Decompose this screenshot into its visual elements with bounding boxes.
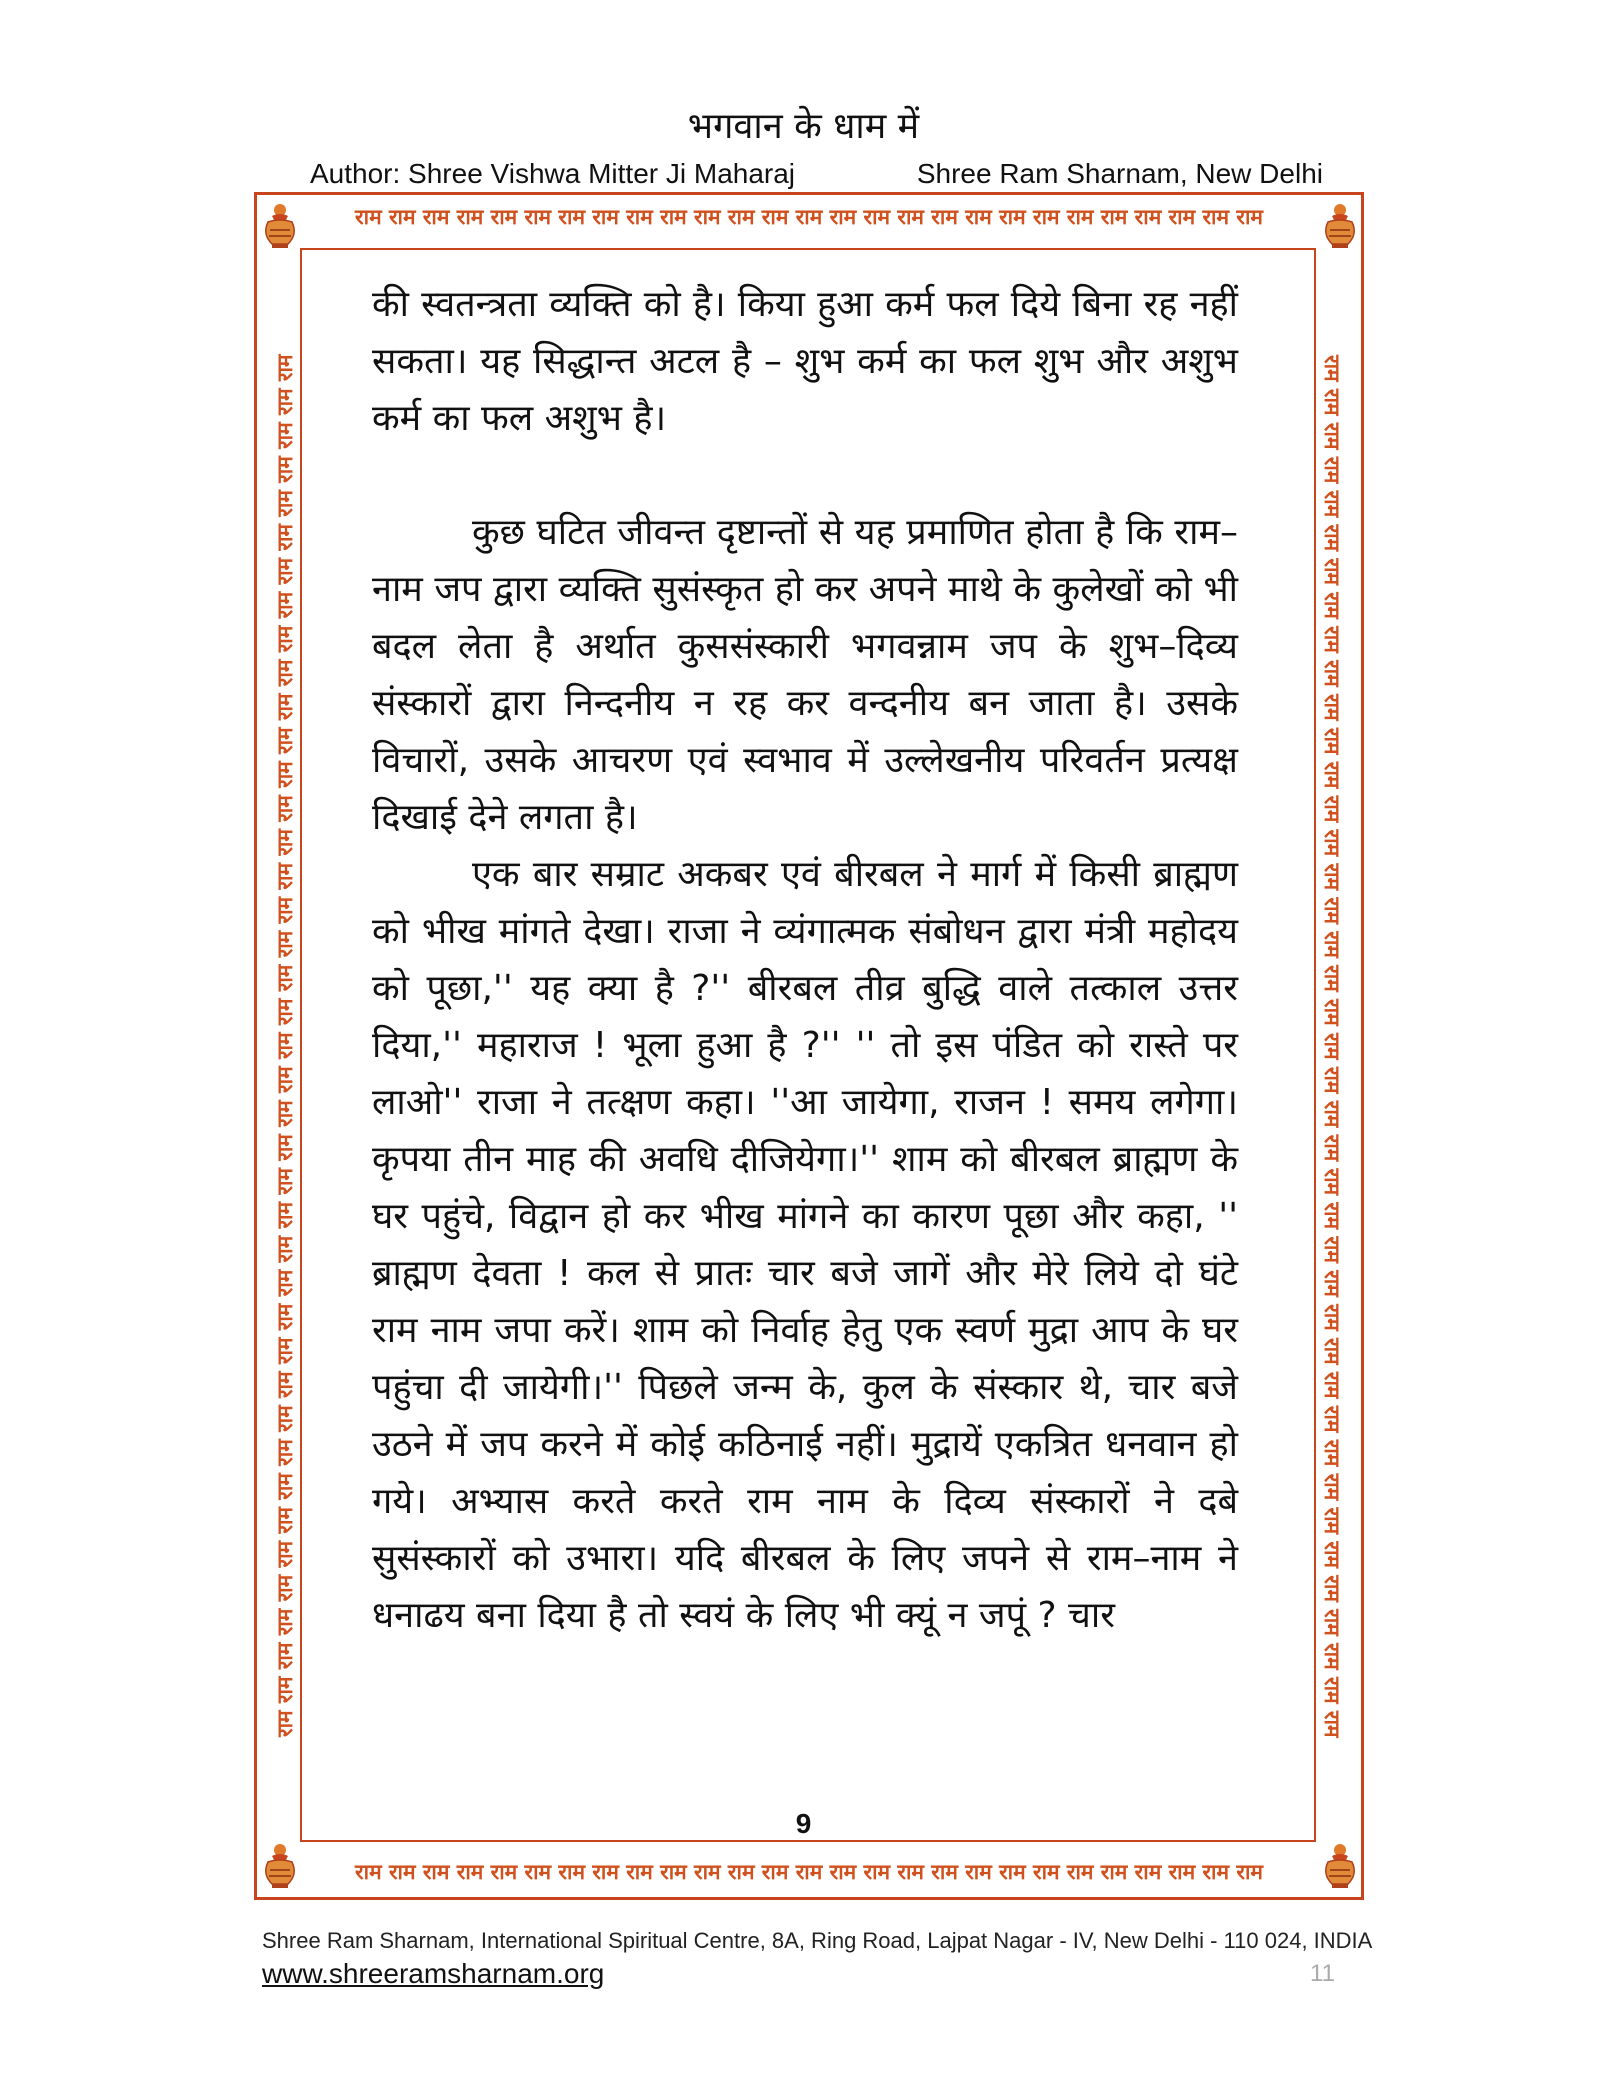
paragraph-2: कुछ घटित जीवन्त दृष्टान्तों से यह प्रमाणित होता है कि राम–नाम जप द्वारा व्यक्ति सुसंस्कृत हो कर अपने माथे के कुलेखों को भी बदल लेता है अर्थात कुससंस्कारी भगवन्नाम जप के शुभ–दिव्य संस्कारों द्वारा निन्दनीय न रह कर वन्दनीय बन जाता है। उसके विचारों, उसके आचरण एवं स्वभाव में उल्लेखनीय परिवर्तन प्रत्यक्ष दिखाई देने लगता है। xyxy=(372,512,1238,838)
border-left-ram: राम राम राम राम राम राम राम राम राम राम राम राम राम राम राम राम राम राम राम राम राम राम राम राम राम राम राम राम राम राम राम राम राम राम राम राम राम राम राम राम राम xyxy=(273,354,297,1738)
body-text xyxy=(372,276,1238,1644)
pdf-page-number: 11 xyxy=(1310,1960,1335,1987)
kalash-icon xyxy=(258,200,302,252)
kalash-icon xyxy=(258,1840,302,1892)
border-bottom-ram: राम राम राम राम राम राम राम राम राम राम राम राम राम राम राम राम राम राम राम राम राम राम राम राम राम राम राम xyxy=(355,1860,1263,1884)
kalash-icon xyxy=(1318,1840,1362,1892)
footer-website-link[interactable]: www.shreeramsharnam.org xyxy=(262,1958,605,1989)
paragraph-1: की स्वतन्त्रता व्यक्ति को है। किया हुआ कर्म फल दिये बिना रह नहीं सकता। यह सिद्धान्त अटल है – शुभ कर्म का फल शुभ और अशुभ कर्म का फल अशुभ है। xyxy=(372,284,1238,439)
border-right-ram: राम राम राम राम राम राम राम राम राम राम राम राम राम राम राम राम राम राम राम राम राम राम राम राम राम राम राम राम राम राम राम राम राम राम राम राम राम राम राम राम राम xyxy=(1320,354,1344,1738)
publisher-line: Shree Ram Sharnam, New Delhi xyxy=(916,158,1323,189)
book-title: भगवान के धाम में xyxy=(687,106,920,147)
footer-address: Shree Ram Sharnam, International Spiritual Centre, 8A, Ring Road, Lajpat Nagar - IV, New Delhi - 110 024, INDIA xyxy=(262,1928,1373,1953)
page-number: 9 xyxy=(795,1808,812,1839)
kalash-icon xyxy=(1318,200,1362,252)
border-top-ram: राम राम राम राम राम राम राम राम राम राम राम राम राम राम राम राम राम राम राम राम राम राम राम राम राम राम राम xyxy=(355,205,1263,229)
author-line: Author: Shree Vishwa Mitter Ji Maharaj xyxy=(310,158,796,189)
paragraph-3: एक बार सम्राट अकबर एवं बीरबल ने मार्ग में किसी ब्राह्मण को भीख मांगते देखा। राजा ने व्यंगात्मक संबोधन द्वारा मंत्री महोदय को पूछा,'' यह क्या है ?'' बीरबल तीव्र बुद्धि वाले तत्काल उत्तर दिया,'' महाराज ! भूला हुआ है ?'' '' तो इस पंडित को रास्ते पर लाओ'' राजा ने तत्क्षण कहा। ''आ जायेगा, राजन ! समय लगेगा। कृपया तीन माह की अवधि दीजियेगा।'' शाम को बीरबल ब्राह्मण के घर पहुंचे, विद्वान हो कर भीख मांगने का कारण पूछा और कहा, '' ब्राह्मण देवता ! कल से प्रातः चार बजे जागें और मेरे लिये दो घंटे राम नाम जपा करें। शाम को निर्वाह हेतु एक स्वर्ण मुद्रा आप के घर पहुंचा दी जायेगी।'' पिछले जन्म के, कुल के संस्कार थे, चार बजे उठने में जप करने में कोई कठिनाई नहीं। मुद्रायें एकत्रित धनवान हो गये। अभ्यास करते करते राम नाम के दिव्य संस्कारों ने दबे सुसंस्कारों को उभारा। यदि बीरबल के लिए जपने से राम–नाम ने धनाढय बना दिया है तो स्वयं के लिए भी क्यूं न जपूं ? चार xyxy=(372,854,1238,1636)
